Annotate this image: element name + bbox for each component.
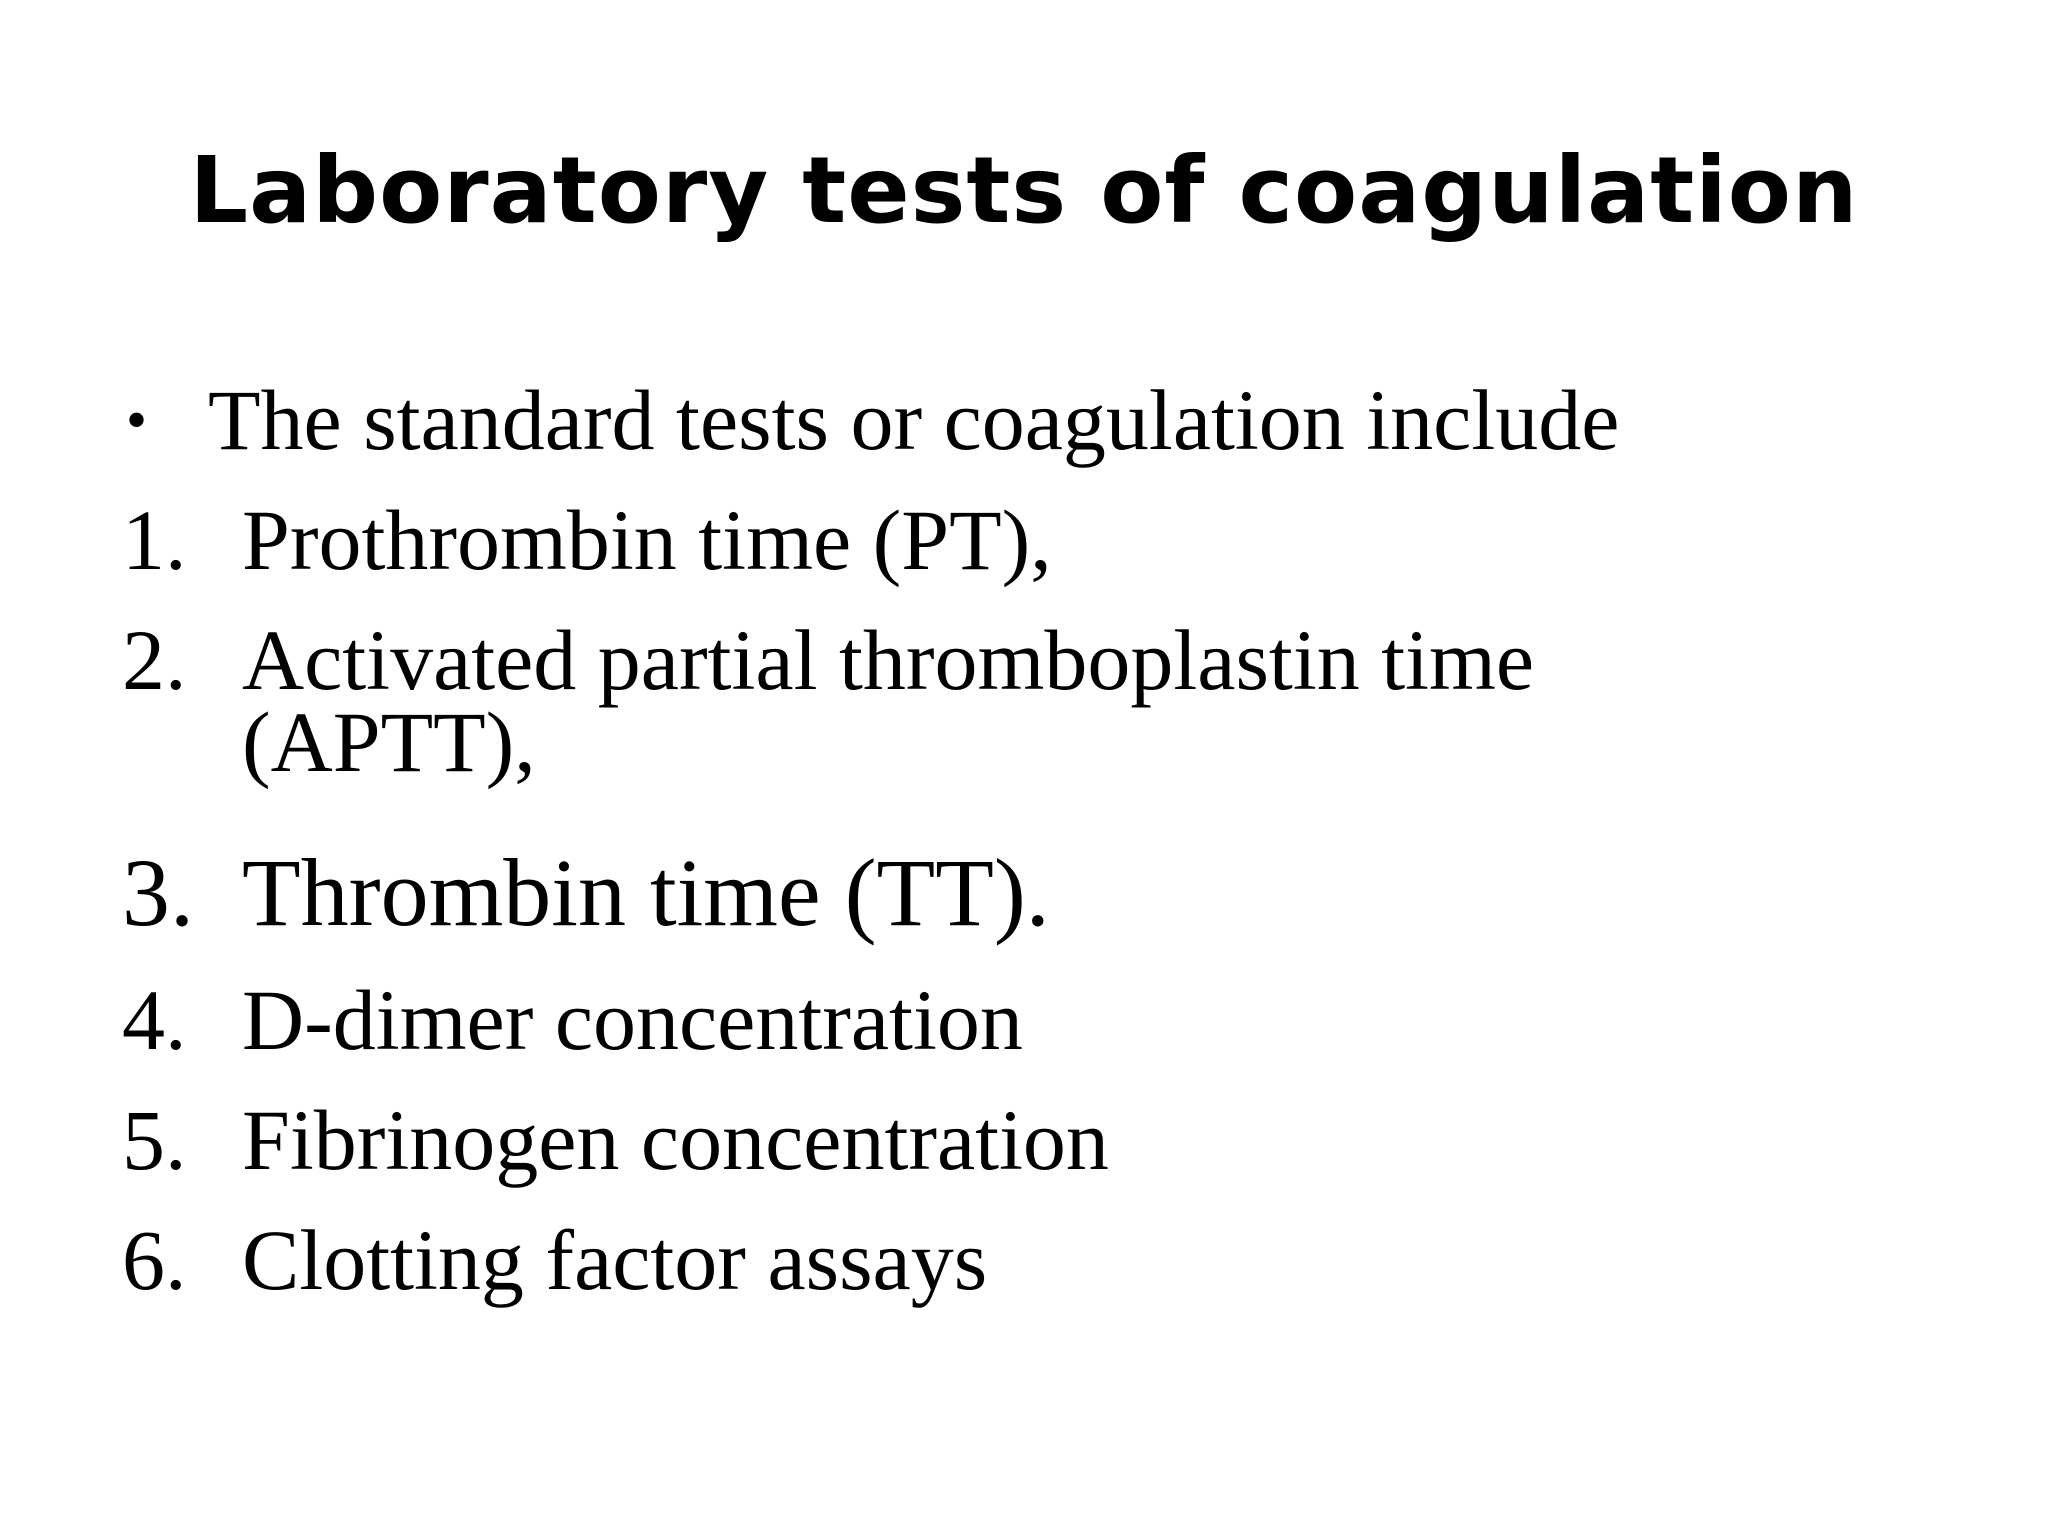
list-item-text: Clotting factor assays <box>242 1212 988 1308</box>
list-item <box>0 490 2048 590</box>
intro-line <box>0 370 2048 470</box>
slide-title: Laboratory tests of coagulation <box>189 137 1859 244</box>
list-item-text: Thrombin time (TT). <box>242 839 1050 946</box>
bullet-marker: • <box>126 387 148 453</box>
list-item-text: Activated partial thromboplastin time <box>242 612 1535 708</box>
list-item <box>0 1210 2048 1310</box>
list-item-text-continuation: (APTT), <box>242 694 536 790</box>
list-number: 3. <box>122 839 194 946</box>
list-item <box>0 838 2048 948</box>
list-number: 2. <box>122 612 187 708</box>
list-number: 1. <box>122 492 187 588</box>
list-item <box>0 970 2048 1070</box>
list-item-text: Fibrinogen concentration <box>242 1092 1109 1188</box>
list-item <box>0 1090 2048 1190</box>
list-number: 4. <box>122 972 187 1068</box>
intro-text: The standard tests or coagulation include <box>208 372 1620 468</box>
list-number: 6. <box>122 1212 187 1308</box>
list-item-text: D-dimer concentration <box>242 972 1023 1068</box>
list-item <box>0 610 2048 790</box>
list-number: 5. <box>122 1092 187 1188</box>
list-item-text: Prothrombin time (PT), <box>242 492 1052 588</box>
